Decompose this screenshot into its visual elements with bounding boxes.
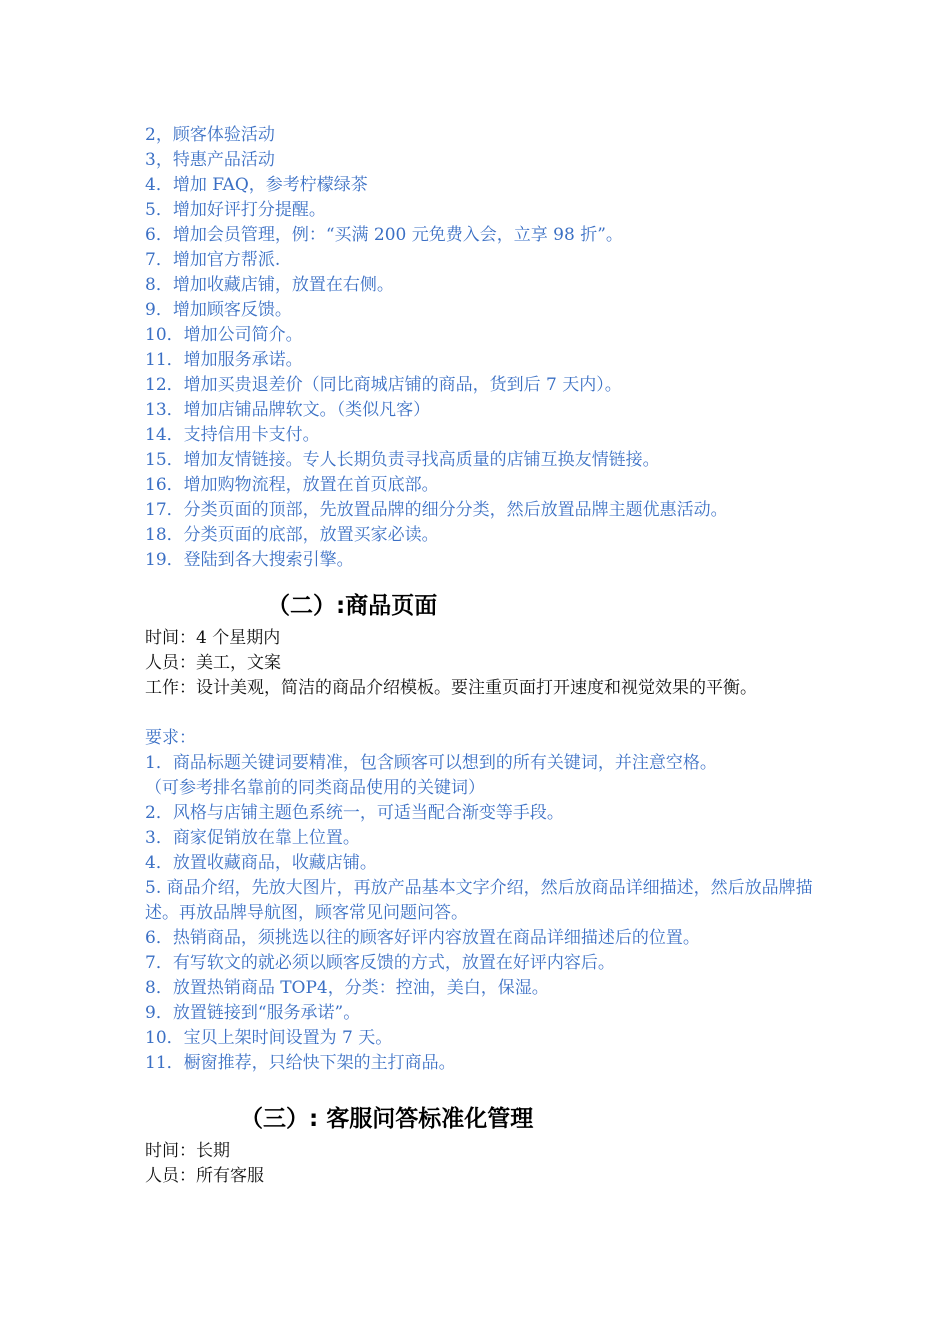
spacer [145,701,825,726]
list-item: 10．宝贝上架时间设置为 7 天。 [145,1028,393,1048]
list-item: 11．增加服务承诺。 [145,350,303,370]
list-item: 1．商品标题关键词要精准，包含顾客可以想到的所有关键词，并注意空格。 [145,753,717,773]
list-item: 11．橱窗推荐，只给快下架的主打商品。 [145,1053,456,1073]
section2-staff: 人员：美工，文案 [145,653,281,673]
list-item: 10．增加公司简介。 [145,325,303,345]
list-item: 17．分类页面的顶部，先放置品牌的细分分类，然后放置品牌主题优惠活动。 [145,500,728,520]
section2-work: 工作：设计美观，简洁的商品介绍模板。要注重页面打开速度和视觉效果的平衡。 [145,678,757,698]
section2-heading: （二）:商品页面 [267,593,438,619]
list-item: 2．风格与店铺主题色系统一，可适当配合渐变等手段。 [145,803,564,823]
list-item: 8．放置热销商品 TOP4，分类：控油，美白，保湿。 [145,978,549,998]
list-item: 19．登陆到各大搜索引擎。 [145,550,354,570]
section2-time: 时间：4 个星期内 [145,628,281,648]
list-item: 4．放置收藏商品，收藏店铺。 [145,853,377,873]
list-item: 3．商家促销放在靠上位置。 [145,828,360,848]
list-item: 6．增加会员管理，例：“买满 200 元免费入会，立享 98 折”。 [145,225,623,245]
list-item: 14．支持信用卡支付。 [145,425,320,445]
list-item: 8．增加收藏店铺，放置在右侧。 [145,275,394,295]
list-item: 16．增加购物流程，放置在首页底部。 [145,475,439,495]
list-item: （可参考排名靠前的同类商品使用的关键词） [145,778,485,798]
list-item: 7．有写软文的就必须以顾客反馈的方式，放置在好评内容后。 [145,953,615,973]
list-item: 12．增加买贵退差价（同比商城店铺的商品，货到后 7 天内）。 [145,375,622,395]
section2-requirements-list [145,751,825,1076]
section3-heading: （三）: 客服问答标准化管理 [240,1106,534,1132]
list-item: 5. 商品介绍，先放大图片，再放产品基本文字介绍，然后放商品详细描述，然后放品牌描述。再放品牌导航图，顾客常见问题问答。 [145,878,813,923]
list-item: 7．增加官方帮派. [145,250,281,270]
list-item: 18．分类页面的底部，放置买家必读。 [145,525,439,545]
list-item: 15．增加友情链接。专人长期负责寻找高质量的店铺互换友情链接。 [145,450,660,470]
list-item: 6．热销商品，须挑选以往的顾客好评内容放置在商品详细描述后的位置。 [145,928,700,948]
list-item: 5．增加好评打分提醒。 [145,200,326,220]
section3-time: 时间：长期 [145,1141,230,1161]
list-item: 9．放置链接到“服务承诺”。 [145,1003,361,1023]
section1-list [145,123,825,573]
list-item: 13．增加店铺品牌软文。（类似凡客） [145,400,431,420]
section2-requirements-title: 要求： [145,728,196,748]
section3-staff: 人员：所有客服 [145,1166,264,1186]
list-item: 9．增加顾客反馈。 [145,300,292,320]
document-content [145,123,825,1189]
list-item: 4．增加 FAQ，参考柠檬绿茶 [145,175,368,195]
list-item: 3，特惠产品活动 [145,150,275,170]
list-item: 2，顾客体验活动 [145,125,275,145]
